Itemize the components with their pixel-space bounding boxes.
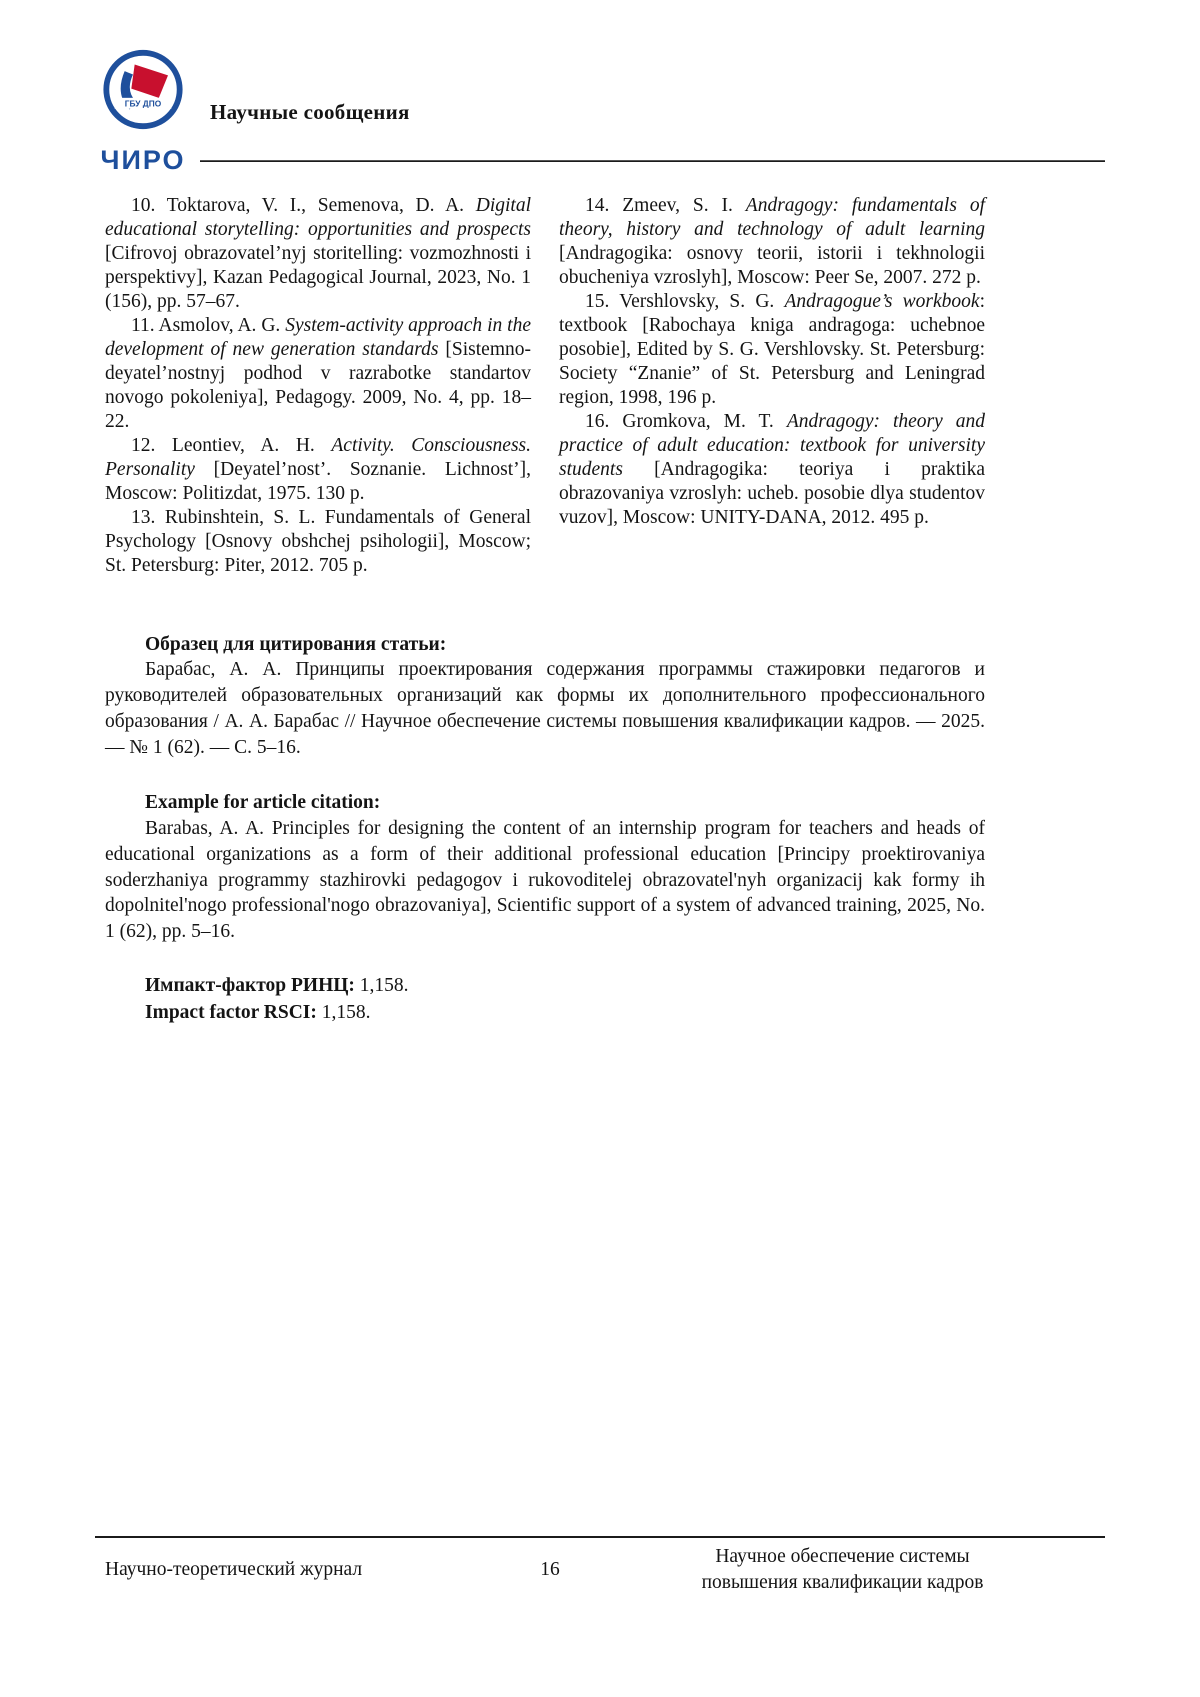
header-rule — [200, 160, 1105, 162]
reference-item-12 — [105, 434, 531, 506]
reference-title: Digital educational storytelling: opportunities and prospects — [105, 195, 531, 240]
reference-item-16 — [559, 410, 985, 530]
citation-heading-en: Example for article citation: — [145, 792, 381, 814]
references-column-right — [559, 194, 985, 578]
footer-journal-name-wrap — [580, 1544, 995, 1597]
reference-item-15 — [559, 290, 985, 410]
chiro-logo-icon — [93, 46, 193, 138]
footer-journal-name: Научное обеспечение системы повышения квалификации кадров — [701, 1546, 984, 1594]
reference-item-14 — [559, 194, 985, 290]
chiro-logo — [88, 46, 198, 176]
reference-suffix: [Andragogika: teoriya i praktika obrazovaniya vzroslyh: ucheb. posobie dlya studentov vuzov], Moscow: UNITY-DANA, 2012. 495 p. — [559, 458, 985, 528]
reference-title: Activity. Consciousness. Personality — [105, 434, 531, 480]
footer-page-number: 16 — [540, 1559, 560, 1581]
reference-prefix: 14. Zmeev, S. I. — [585, 195, 746, 216]
reference-title: Andragogy: theory and practice of adult education: textbook for university students — [559, 410, 986, 480]
page-content — [105, 194, 985, 1027]
impact-factor-block — [105, 973, 985, 1027]
impact-factor-ru — [145, 973, 985, 1000]
citation-text-en: Barabas, A. A. Principles for designing the content of an internship program for teachers and heads of educational organizations as a form of their additional professional education [Principy proektirovaniya soderzhaniya programmy stazhirovki pedagogov i rukovoditelej obrazovatel'nyh organizacij kak formy ih dopolnitel'nogo professional'nogo obrazovaniya], Scientific support of a system of advanced training, 2025, No. 1 (62), pp. 5–16. — [105, 818, 985, 943]
reference-prefix: 15. Vershlovsky, S. G. — [585, 290, 785, 312]
impact-factor-en-value: 1,158. — [316, 1001, 371, 1023]
impact-factor-en-label: Impact factor RSCI: — [145, 1001, 317, 1023]
reference-prefix: 11. Asmolov, A. G. — [131, 314, 286, 336]
references-columns — [105, 194, 985, 578]
citation-block-ru — [105, 632, 985, 761]
logo-acronym: ЧИРО — [100, 145, 186, 175]
citation-block-en — [105, 790, 985, 944]
reference-title: System-activity approach in the development of new generation standards — [105, 314, 531, 360]
reference-prefix: 13. Rubinshtein, S. L. Fundamentals of General Psychology [Osnovy obshchej psihologii], Moscow; St. Petersburg: Piter, 2012. 705 p. — [105, 506, 531, 576]
reference-item-11 — [105, 314, 531, 434]
section-title: Научные сообщения — [210, 100, 410, 124]
impact-factor-ru-value: 1,158. — [354, 974, 409, 996]
references-column-left — [105, 194, 531, 578]
reference-suffix: [Andragogika: osnovy teorii, istorii i tekhnologii obucheniya vzroslyh], Moscow: Peer Se, 2007. 272 p. — [559, 242, 985, 288]
reference-title: Andragogy: fundamentals of theory, history and technology of adult learning — [559, 195, 985, 240]
footer-rule — [95, 1536, 1105, 1538]
footer-journal-type: Научно-теоретический журнал — [105, 1559, 363, 1581]
citation-text-ru: Барабас, А. А. Принципы проектирования содержания программы стажировки педагогов и руководителей образовательных организаций как формы их дополнительного профессионального образования / А. А. Барабас // Научное обеспечение системы повышения квалификации кадров. — 2025. — № 1 (62). — С. 5–16. — [105, 659, 985, 758]
reference-item-10 — [105, 194, 531, 314]
reference-item-13 — [105, 506, 531, 578]
reference-title: Andragogue’s workbook — [784, 290, 980, 312]
reference-suffix: [Deyatel’nost’. Soznanie. Lichnost’], Moscow: Politizdat, 1975. 130 p. — [105, 458, 531, 504]
reference-prefix: 10. Toktarova, V. I., Semenova, D. A. — [131, 195, 476, 216]
reference-prefix: 12. Leontiev, A. H. — [131, 434, 332, 456]
logo-subtext: ГБУ ДПО — [124, 98, 162, 109]
reference-suffix: : textbook [Rabochaya kniga andragoga: uchebnoe posobie], Edited by S. G. Vershlovsky. St. Petersburg: Society “Znanie” of St. Petersburg and Leningrad region, 1998, 196 p. — [559, 290, 985, 408]
citation-heading-ru: Образец для цитирования статьи: — [145, 633, 447, 655]
impact-factor-ru-label: Импакт-фактор РИНЦ: — [145, 974, 355, 996]
reference-prefix: 16. Gromkova, M. T. — [585, 410, 787, 432]
impact-factor-en — [145, 1000, 985, 1027]
reference-suffix: [Sistemno-deyatel’nostnyj podhod v razrabotke standartov novogo pokoleniya], Pedagogy. 2009, No. 4, pp. 18–22. — [105, 338, 531, 432]
reference-suffix: [Cifrovoj obrazovatel’nyj storitelling: vozmozhnosti i perspektivy], Kazan Pedagogical Journal, 2023, No. 1 (156), pp. 57–67. — [105, 242, 531, 312]
footer — [105, 1544, 995, 1597]
